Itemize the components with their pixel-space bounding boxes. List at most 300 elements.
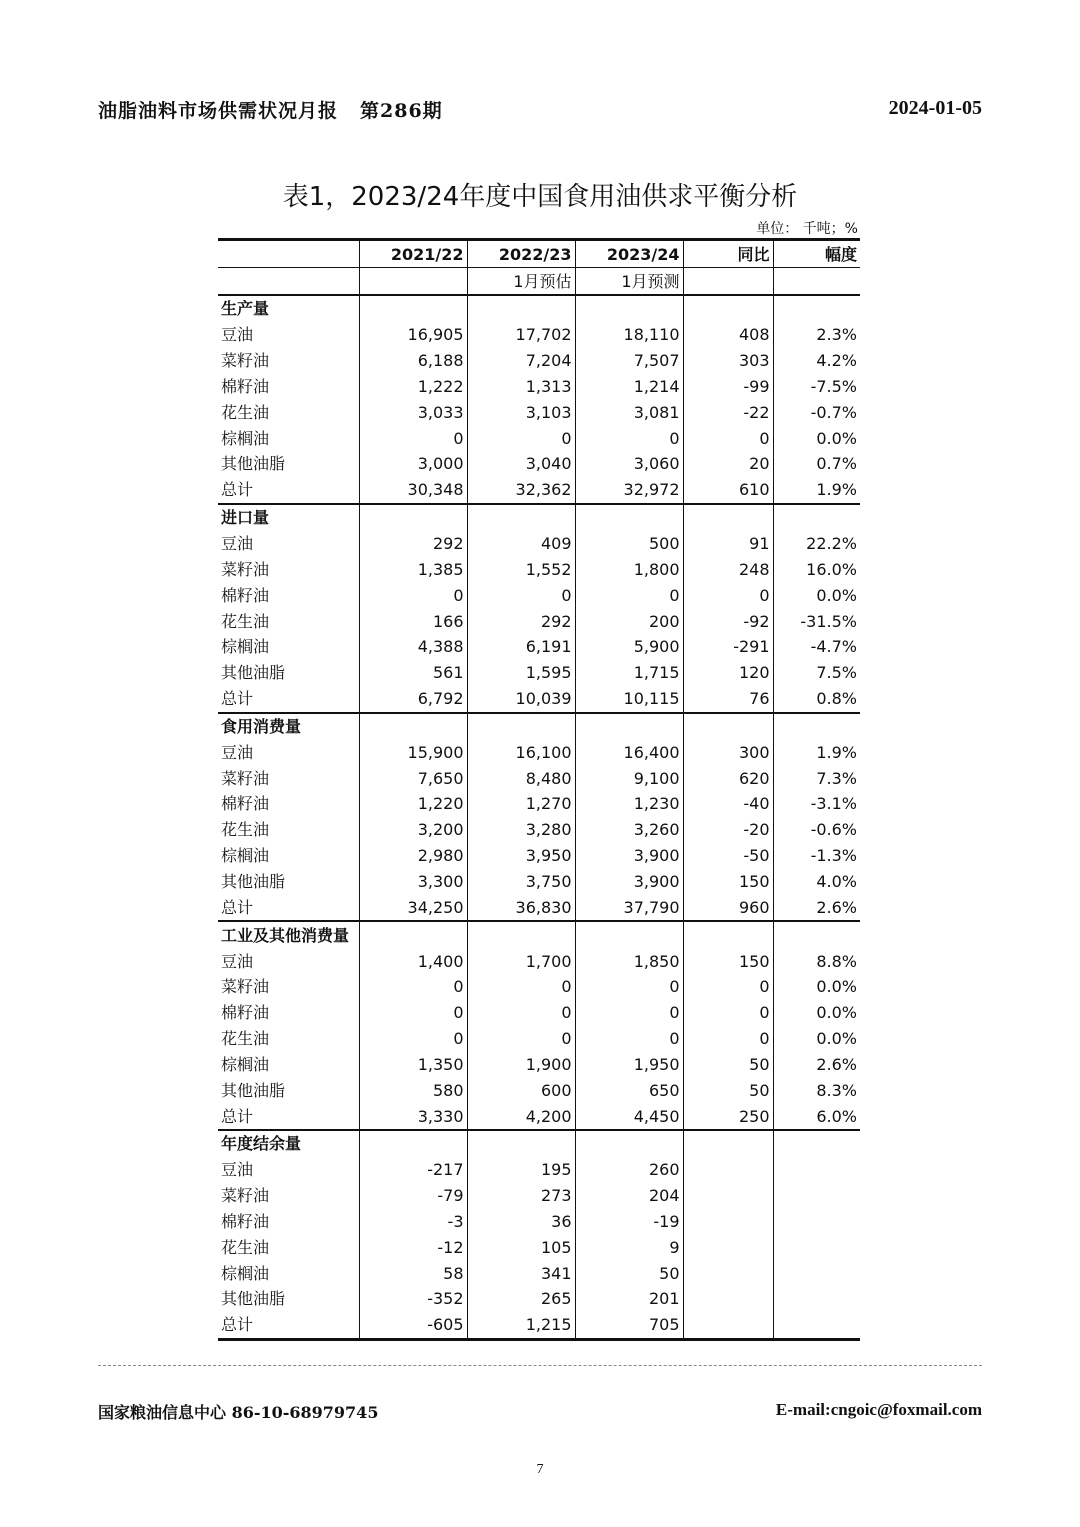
row-label: 豆油 [221, 325, 254, 345]
table-cell: 204 [575, 1183, 683, 1209]
table-row [218, 843, 860, 869]
table-cell: 2023/24 [575, 240, 683, 268]
section-title: 年度结余量 [218, 1130, 359, 1157]
table-cell [359, 295, 467, 322]
row-label: 其他油脂 [221, 663, 286, 683]
table-cell [773, 713, 860, 740]
row-label: 菜籽油 [221, 351, 270, 371]
table-cell: 3,950 [467, 843, 575, 869]
table-cell: 0 [575, 425, 683, 451]
table-row [218, 531, 860, 557]
table-cell: 2.3% [773, 322, 860, 348]
table-cell: 408 [683, 322, 773, 348]
row-label: 总计 [221, 1106, 254, 1126]
table-cell: 0.0% [773, 1026, 860, 1052]
table-cell: 580 [359, 1077, 467, 1103]
table-cell: 0 [359, 1026, 467, 1052]
row-label: 棉籽油 [221, 376, 270, 396]
table-cell [575, 504, 683, 531]
table-cell [467, 1130, 575, 1157]
table-cell: 3,000 [359, 451, 467, 477]
table-cell: 6,792 [359, 686, 467, 713]
row-label: 总计 [221, 480, 254, 500]
section-title: 生产量 [218, 295, 359, 322]
table-cell: 1.9% [773, 477, 860, 504]
row-label: 棉籽油 [221, 1211, 270, 1231]
table-row [218, 894, 860, 921]
table-cell [773, 1130, 860, 1157]
table-cell: 1,313 [467, 374, 575, 400]
table-cell: 30,348 [359, 477, 467, 504]
table-cell: 303 [683, 348, 773, 374]
table-cell: 3,900 [575, 843, 683, 869]
table-cell: 4.0% [773, 869, 860, 895]
table-cell: 0 [575, 1000, 683, 1026]
table-cell: 960 [683, 894, 773, 921]
table-cell: 2.6% [773, 894, 860, 921]
table-cell: 4,450 [575, 1103, 683, 1130]
table-cell [773, 1209, 860, 1235]
table-cell: 166 [359, 608, 467, 634]
table-row [218, 974, 860, 1000]
table-cell: 150 [683, 869, 773, 895]
row-label: 棕榈油 [221, 1263, 270, 1283]
table-cell: 0 [683, 425, 773, 451]
issue-number: 第286期 [360, 100, 443, 122]
table-cell: 50 [683, 1077, 773, 1103]
table-cell: 0 [467, 582, 575, 608]
section-header-row [218, 295, 860, 322]
table-cell: 0 [467, 1026, 575, 1052]
table-cell: 250 [683, 1103, 773, 1130]
report-date: 2024-01-05 [888, 97, 982, 119]
table-cell: 2.6% [773, 1051, 860, 1077]
table-cell: 0 [683, 1000, 773, 1026]
table-row [218, 1026, 860, 1052]
table-cell: 1,350 [359, 1051, 467, 1077]
table-cell: 0.0% [773, 582, 860, 608]
row-label: 棉籽油 [221, 1003, 270, 1023]
table-cell: 2021/22 [359, 240, 467, 268]
table-cell [575, 713, 683, 740]
table-cell: 2022/23 [467, 240, 575, 268]
table-row [218, 1312, 860, 1339]
subheader-row [218, 268, 860, 296]
table-cell: 1,400 [359, 948, 467, 974]
table-cell: 0 [575, 974, 683, 1000]
table-cell: 7,204 [467, 348, 575, 374]
section-title: 工业及其他消费量 [218, 921, 359, 948]
table-cell: 8,480 [467, 765, 575, 791]
table-cell: -1.3% [773, 843, 860, 869]
footer-divider [98, 1365, 982, 1366]
table-row [218, 1234, 860, 1260]
table-row [218, 348, 860, 374]
table-cell: 6,191 [467, 634, 575, 660]
table-cell: 76 [683, 686, 773, 713]
table-cell [467, 504, 575, 531]
table-cell: 32,362 [467, 477, 575, 504]
section-header-row [218, 713, 860, 740]
table-cell: 409 [467, 531, 575, 557]
table-cell: 1,214 [575, 374, 683, 400]
table-row [218, 556, 860, 582]
table-cell: -92 [683, 608, 773, 634]
table-cell: 91 [683, 531, 773, 557]
table-cell: 同比 [683, 240, 773, 268]
table-cell: 18,110 [575, 322, 683, 348]
table-cell: 1,800 [575, 556, 683, 582]
table-cell: 3,300 [359, 869, 467, 895]
table-cell [683, 1260, 773, 1286]
table-cell: 0.0% [773, 974, 860, 1000]
table-cell [359, 504, 467, 531]
table-cell: 1,715 [575, 660, 683, 686]
row-label: 其他油脂 [221, 871, 286, 891]
table-cell: 10,115 [575, 686, 683, 713]
table-cell: 120 [683, 660, 773, 686]
row-label: 总计 [221, 689, 254, 709]
table-cell: 3,103 [467, 399, 575, 425]
table-cell: 3,040 [467, 451, 575, 477]
table-cell: 36 [467, 1209, 575, 1235]
table-cell: 1,220 [359, 791, 467, 817]
table-cell: 5,900 [575, 634, 683, 660]
row-label: 花生油 [221, 611, 270, 631]
table-cell: 6.0% [773, 1103, 860, 1130]
table-cell: 3,200 [359, 817, 467, 843]
table-cell: 58 [359, 1260, 467, 1286]
table-cell: 37,790 [575, 894, 683, 921]
table-cell: 34,250 [359, 894, 467, 921]
table-cell [773, 268, 860, 296]
table-cell [467, 713, 575, 740]
table-cell [683, 1157, 773, 1183]
table-cell [683, 713, 773, 740]
table-cell: 248 [683, 556, 773, 582]
row-label: 其他油脂 [221, 1080, 286, 1100]
table-cell: 300 [683, 739, 773, 765]
section-title: 食用消费量 [218, 713, 359, 740]
row-label: 其他油脂 [221, 454, 286, 474]
table-cell: -0.6% [773, 817, 860, 843]
row-label: 菜籽油 [221, 1186, 270, 1206]
table-cell: 20 [683, 451, 773, 477]
table-cell: 200 [575, 608, 683, 634]
table-row [218, 1000, 860, 1026]
table-cell [575, 1130, 683, 1157]
row-label: 菜籽油 [221, 559, 270, 579]
table-row [218, 608, 860, 634]
table-cell [683, 1234, 773, 1260]
table-title: 表1，2023/24年度中国食用油供求平衡分析 [282, 182, 798, 212]
table-cell: 0.8% [773, 686, 860, 713]
table-cell: -0.7% [773, 399, 860, 425]
table-cell [683, 1130, 773, 1157]
table-cell: 500 [575, 531, 683, 557]
table-cell [467, 921, 575, 948]
table-cell: 705 [575, 1312, 683, 1339]
table-cell: 1,950 [575, 1051, 683, 1077]
row-label: 棕榈油 [221, 637, 270, 657]
table-cell: 32,972 [575, 477, 683, 504]
table-cell [773, 1286, 860, 1312]
table-cell: -605 [359, 1312, 467, 1339]
table-cell: 3,060 [575, 451, 683, 477]
table-row [218, 660, 860, 686]
unit-label: 单位： 千吨；% [756, 221, 858, 237]
table-cell: 16,100 [467, 739, 575, 765]
table-cell: 0 [359, 582, 467, 608]
report-header [98, 96, 443, 123]
table-cell [359, 921, 467, 948]
table-row [218, 791, 860, 817]
table-cell: 8.3% [773, 1077, 860, 1103]
table-cell: 50 [683, 1051, 773, 1077]
table-cell: -99 [683, 374, 773, 400]
table-cell: 3,330 [359, 1103, 467, 1130]
table-cell [683, 504, 773, 531]
table-row [218, 1260, 860, 1286]
table-cell: 150 [683, 948, 773, 974]
row-label: 菜籽油 [221, 977, 270, 997]
table-row [218, 686, 860, 713]
table-cell: 0.0% [773, 1000, 860, 1026]
table-cell: 0.0% [773, 425, 860, 451]
table-cell: 292 [359, 531, 467, 557]
table-cell: 6,188 [359, 348, 467, 374]
table-cell: -3 [359, 1209, 467, 1235]
table-cell: 105 [467, 1234, 575, 1260]
table-cell: 7.3% [773, 765, 860, 791]
table-cell: 1月预估 [467, 268, 575, 296]
table-cell [773, 921, 860, 948]
table-cell: -79 [359, 1183, 467, 1209]
table-cell [359, 1130, 467, 1157]
page-number: 7 [536, 1462, 544, 1477]
table-cell: 0 [359, 425, 467, 451]
row-label: 花生油 [221, 1237, 270, 1257]
table-cell: 0 [467, 974, 575, 1000]
table-cell [773, 1183, 860, 1209]
table-cell: 7,650 [359, 765, 467, 791]
table-cell: 幅度 [773, 240, 860, 268]
table-row [218, 817, 860, 843]
table-cell: 1,552 [467, 556, 575, 582]
table-cell: 0 [359, 974, 467, 1000]
section-title: 进口量 [218, 504, 359, 531]
table-row [218, 1286, 860, 1312]
footer-org: 国家粮油信息中心 86-10-68979745 [98, 1403, 379, 1422]
row-label: 棉籽油 [221, 794, 270, 814]
table-row [218, 1209, 860, 1235]
table-cell [575, 921, 683, 948]
table-cell: -40 [683, 791, 773, 817]
table-cell: 561 [359, 660, 467, 686]
table-cell: 1,385 [359, 556, 467, 582]
table-cell: 1,900 [467, 1051, 575, 1077]
table-cell: 7,507 [575, 348, 683, 374]
table-cell: 610 [683, 477, 773, 504]
table-cell [773, 504, 860, 531]
table-cell [683, 1312, 773, 1339]
table-cell: -291 [683, 634, 773, 660]
table-cell: 15,900 [359, 739, 467, 765]
table-cell: -22 [683, 399, 773, 425]
table-cell: -19 [575, 1209, 683, 1235]
table-cell [683, 295, 773, 322]
table-cell [359, 713, 467, 740]
section-header-row [218, 504, 860, 531]
table-row [218, 322, 860, 348]
table-cell [683, 268, 773, 296]
table-cell: 620 [683, 765, 773, 791]
table-cell [683, 921, 773, 948]
table-cell: 1.9% [773, 739, 860, 765]
table-cell: 3,280 [467, 817, 575, 843]
table-cell: 265 [467, 1286, 575, 1312]
table-row [218, 1051, 860, 1077]
table-cell: 1,270 [467, 791, 575, 817]
table-cell: 9,100 [575, 765, 683, 791]
table-cell: 195 [467, 1157, 575, 1183]
footer-email[interactable]: E-mail:cngoic@foxmail.com [775, 1400, 982, 1419]
table-cell: -31.5% [773, 608, 860, 634]
table-row [218, 739, 860, 765]
balance-table [218, 238, 860, 1341]
table-row [218, 1157, 860, 1183]
report-name: 油脂油料市场供需状况月报 [98, 100, 339, 122]
table-cell: 9 [575, 1234, 683, 1260]
row-label: 花生油 [221, 820, 270, 840]
table-cell: 4,200 [467, 1103, 575, 1130]
row-label [218, 240, 359, 268]
table-cell: 600 [467, 1077, 575, 1103]
row-label: 豆油 [221, 951, 254, 971]
header-row [218, 240, 860, 268]
row-label: 棕榈油 [221, 1054, 270, 1074]
table-cell: 2,980 [359, 843, 467, 869]
table-cell [683, 1286, 773, 1312]
table-cell: 16,400 [575, 739, 683, 765]
table-cell: 1,700 [467, 948, 575, 974]
table-row [218, 399, 860, 425]
table-cell: 0 [467, 425, 575, 451]
table-cell: 0 [575, 1026, 683, 1052]
table-row [218, 1183, 860, 1209]
table-cell: 3,081 [575, 399, 683, 425]
table-cell [683, 1209, 773, 1235]
table-cell: 273 [467, 1183, 575, 1209]
table-row [218, 477, 860, 504]
table-cell [359, 268, 467, 296]
table-row [218, 765, 860, 791]
table-row [218, 634, 860, 660]
table-cell: 17,702 [467, 322, 575, 348]
table-cell: 1,850 [575, 948, 683, 974]
table-row [218, 948, 860, 974]
table-cell [773, 1312, 860, 1339]
table-cell: -12 [359, 1234, 467, 1260]
table-cell: 650 [575, 1077, 683, 1103]
table-cell: 3,033 [359, 399, 467, 425]
row-label: 豆油 [221, 742, 254, 762]
row-label: 花生油 [221, 1029, 270, 1049]
table-cell: -217 [359, 1157, 467, 1183]
table-cell: 4.2% [773, 348, 860, 374]
table-cell: 1,215 [467, 1312, 575, 1339]
table-row [218, 425, 860, 451]
table-row [218, 582, 860, 608]
row-label: 棕榈油 [221, 428, 270, 448]
table-cell: 0 [467, 1000, 575, 1026]
table-cell: 22.2% [773, 531, 860, 557]
row-label: 棉籽油 [221, 585, 270, 605]
table-cell: 7.5% [773, 660, 860, 686]
table-cell: 1,595 [467, 660, 575, 686]
table-row [218, 1077, 860, 1103]
table-cell: -4.7% [773, 634, 860, 660]
row-label [218, 268, 359, 296]
table-cell: 16,905 [359, 322, 467, 348]
section-header-row [218, 921, 860, 948]
table-cell: 1,230 [575, 791, 683, 817]
row-label: 总计 [218, 1312, 359, 1339]
table-cell: 201 [575, 1286, 683, 1312]
table-cell: 0 [359, 1000, 467, 1026]
table-cell: 3,750 [467, 869, 575, 895]
table-cell: 1,222 [359, 374, 467, 400]
row-label: 花生油 [221, 402, 270, 422]
table-row [218, 869, 860, 895]
table-cell: 0 [683, 1026, 773, 1052]
row-label: 其他油脂 [221, 1289, 286, 1309]
table-cell: 10,039 [467, 686, 575, 713]
table-row [218, 451, 860, 477]
table-cell: 4,388 [359, 634, 467, 660]
table-cell: 1月预测 [575, 268, 683, 296]
table-cell: 16.0% [773, 556, 860, 582]
row-label: 菜籽油 [221, 768, 270, 788]
table-cell: 0 [575, 582, 683, 608]
table-cell: 50 [575, 1260, 683, 1286]
table-cell: 36,830 [467, 894, 575, 921]
table-cell: 260 [575, 1157, 683, 1183]
table-cell: 0 [683, 974, 773, 1000]
table-cell: -352 [359, 1286, 467, 1312]
table-cell: 3,900 [575, 869, 683, 895]
table-cell [467, 295, 575, 322]
row-label: 棕榈油 [221, 846, 270, 866]
table-cell [773, 1260, 860, 1286]
row-label: 豆油 [221, 1160, 254, 1180]
table-cell [773, 1234, 860, 1260]
row-label: 总计 [221, 897, 254, 917]
table-cell: 0.7% [773, 451, 860, 477]
section-header-row [218, 1130, 860, 1157]
table-cell: -3.1% [773, 791, 860, 817]
row-label: 豆油 [221, 534, 254, 554]
table-cell: 292 [467, 608, 575, 634]
table-cell [773, 295, 860, 322]
table-cell [773, 1157, 860, 1183]
table-cell [683, 1183, 773, 1209]
table-row [218, 1103, 860, 1130]
table-cell: 3,260 [575, 817, 683, 843]
table-cell: -7.5% [773, 374, 860, 400]
table-cell: -50 [683, 843, 773, 869]
table-row [218, 374, 860, 400]
